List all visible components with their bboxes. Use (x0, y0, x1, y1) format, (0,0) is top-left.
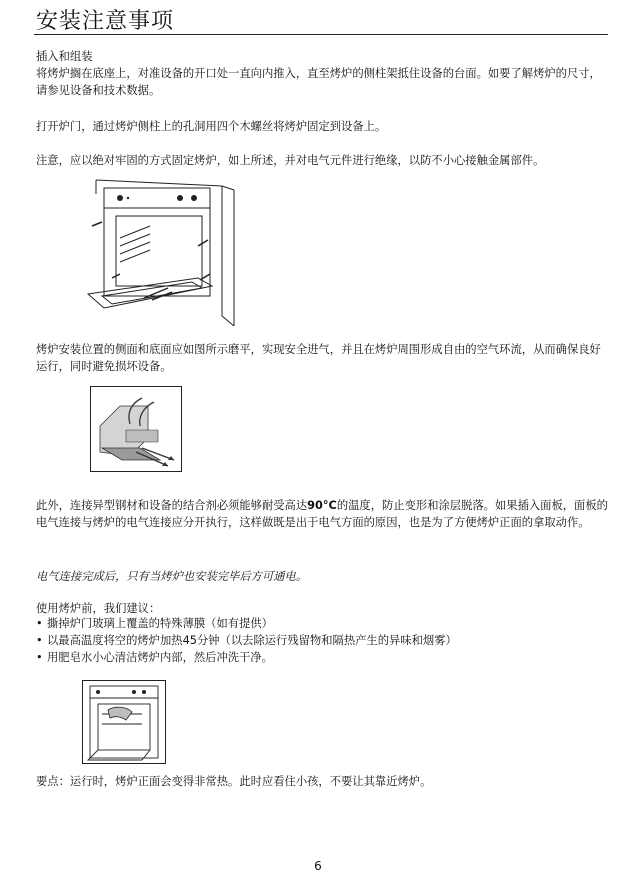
temperature-value: 90°C (307, 499, 337, 512)
paragraph-insert: 将烤炉搁在底座上，对准设备的开口处一直向内推入，直至烤炉的侧柱架抵住设备的台面。如要了解烤炉的尺寸，请参见设备和技术数据。 (36, 67, 601, 97)
title-rule (34, 34, 608, 35)
ventilation-illustration (90, 386, 182, 472)
paragraph-fix-screws: 打开炉门，通过烤炉侧柱上的孔洞用四个木螺丝将烤炉固定到设备上。 (36, 120, 387, 133)
oven-installation-illustration (82, 176, 242, 330)
advice-item-2b: 分钟（以去除运行残留物和隔热产生的异味和烟雾） (196, 634, 457, 647)
paragraph-adhesive (36, 497, 608, 531)
advice-item-1: 撕掉炉门玻璃上覆盖的特殊薄膜（如有提供） (47, 617, 273, 630)
heat-minutes: 45 (182, 634, 197, 647)
list-item (36, 649, 608, 666)
advice-item-3: 用肥皂水小心清洁烤炉内部，然后冲洗干净。 (47, 651, 273, 664)
important-note: 要点：运行时，烤炉正面会变得非常热。此时应看住小孩，不要让其靠近烤炉。 (36, 775, 432, 788)
warning-electric: 电气连接完成后，只有当烤炉也安装完毕后方可通电。 (36, 570, 308, 583)
list-item (36, 615, 608, 632)
section-heading-insert: 插入和组装 (36, 50, 93, 63)
page-number: 6 (314, 859, 322, 873)
bullet: • (36, 634, 43, 647)
adhesive-text-2: 的温度，防止变形和涂层脱落。如果插入面板，面板的电气连接与烤炉的电气连接应分开执行，这样做既是出于电气方面的原因，也是为了方便烤炉正面的拿取动作。 (36, 499, 608, 529)
bullet: • (36, 651, 43, 664)
advice-item-2a: 以最高温度将空的烤炉加热 (47, 634, 183, 647)
page-title: 安装注意事项 (36, 9, 175, 34)
list-item (36, 632, 608, 649)
advice-list (36, 615, 608, 666)
cleaning-illustration (82, 680, 166, 764)
bullet: • (36, 617, 43, 630)
paragraph-insulation: 注意，应以绝对牢固的方式固定烤炉，如上所述，并对电气元件进行绝缘，以防不小心接触金属部件。 (36, 154, 545, 167)
paragraph-ventilation: 烤炉安装位置的侧面和底面应如图所示磨平，实现安全进气，并且在烤炉周围形成自由的空气环流，从而确保良好运行，同时避免损坏设备。 (36, 343, 601, 373)
adhesive-text-1: 此外，连接异型钢材和设备的结合剂必须能够耐受高达 (36, 499, 308, 512)
advice-intro: 使用烤炉前，我们建议： (36, 602, 161, 615)
